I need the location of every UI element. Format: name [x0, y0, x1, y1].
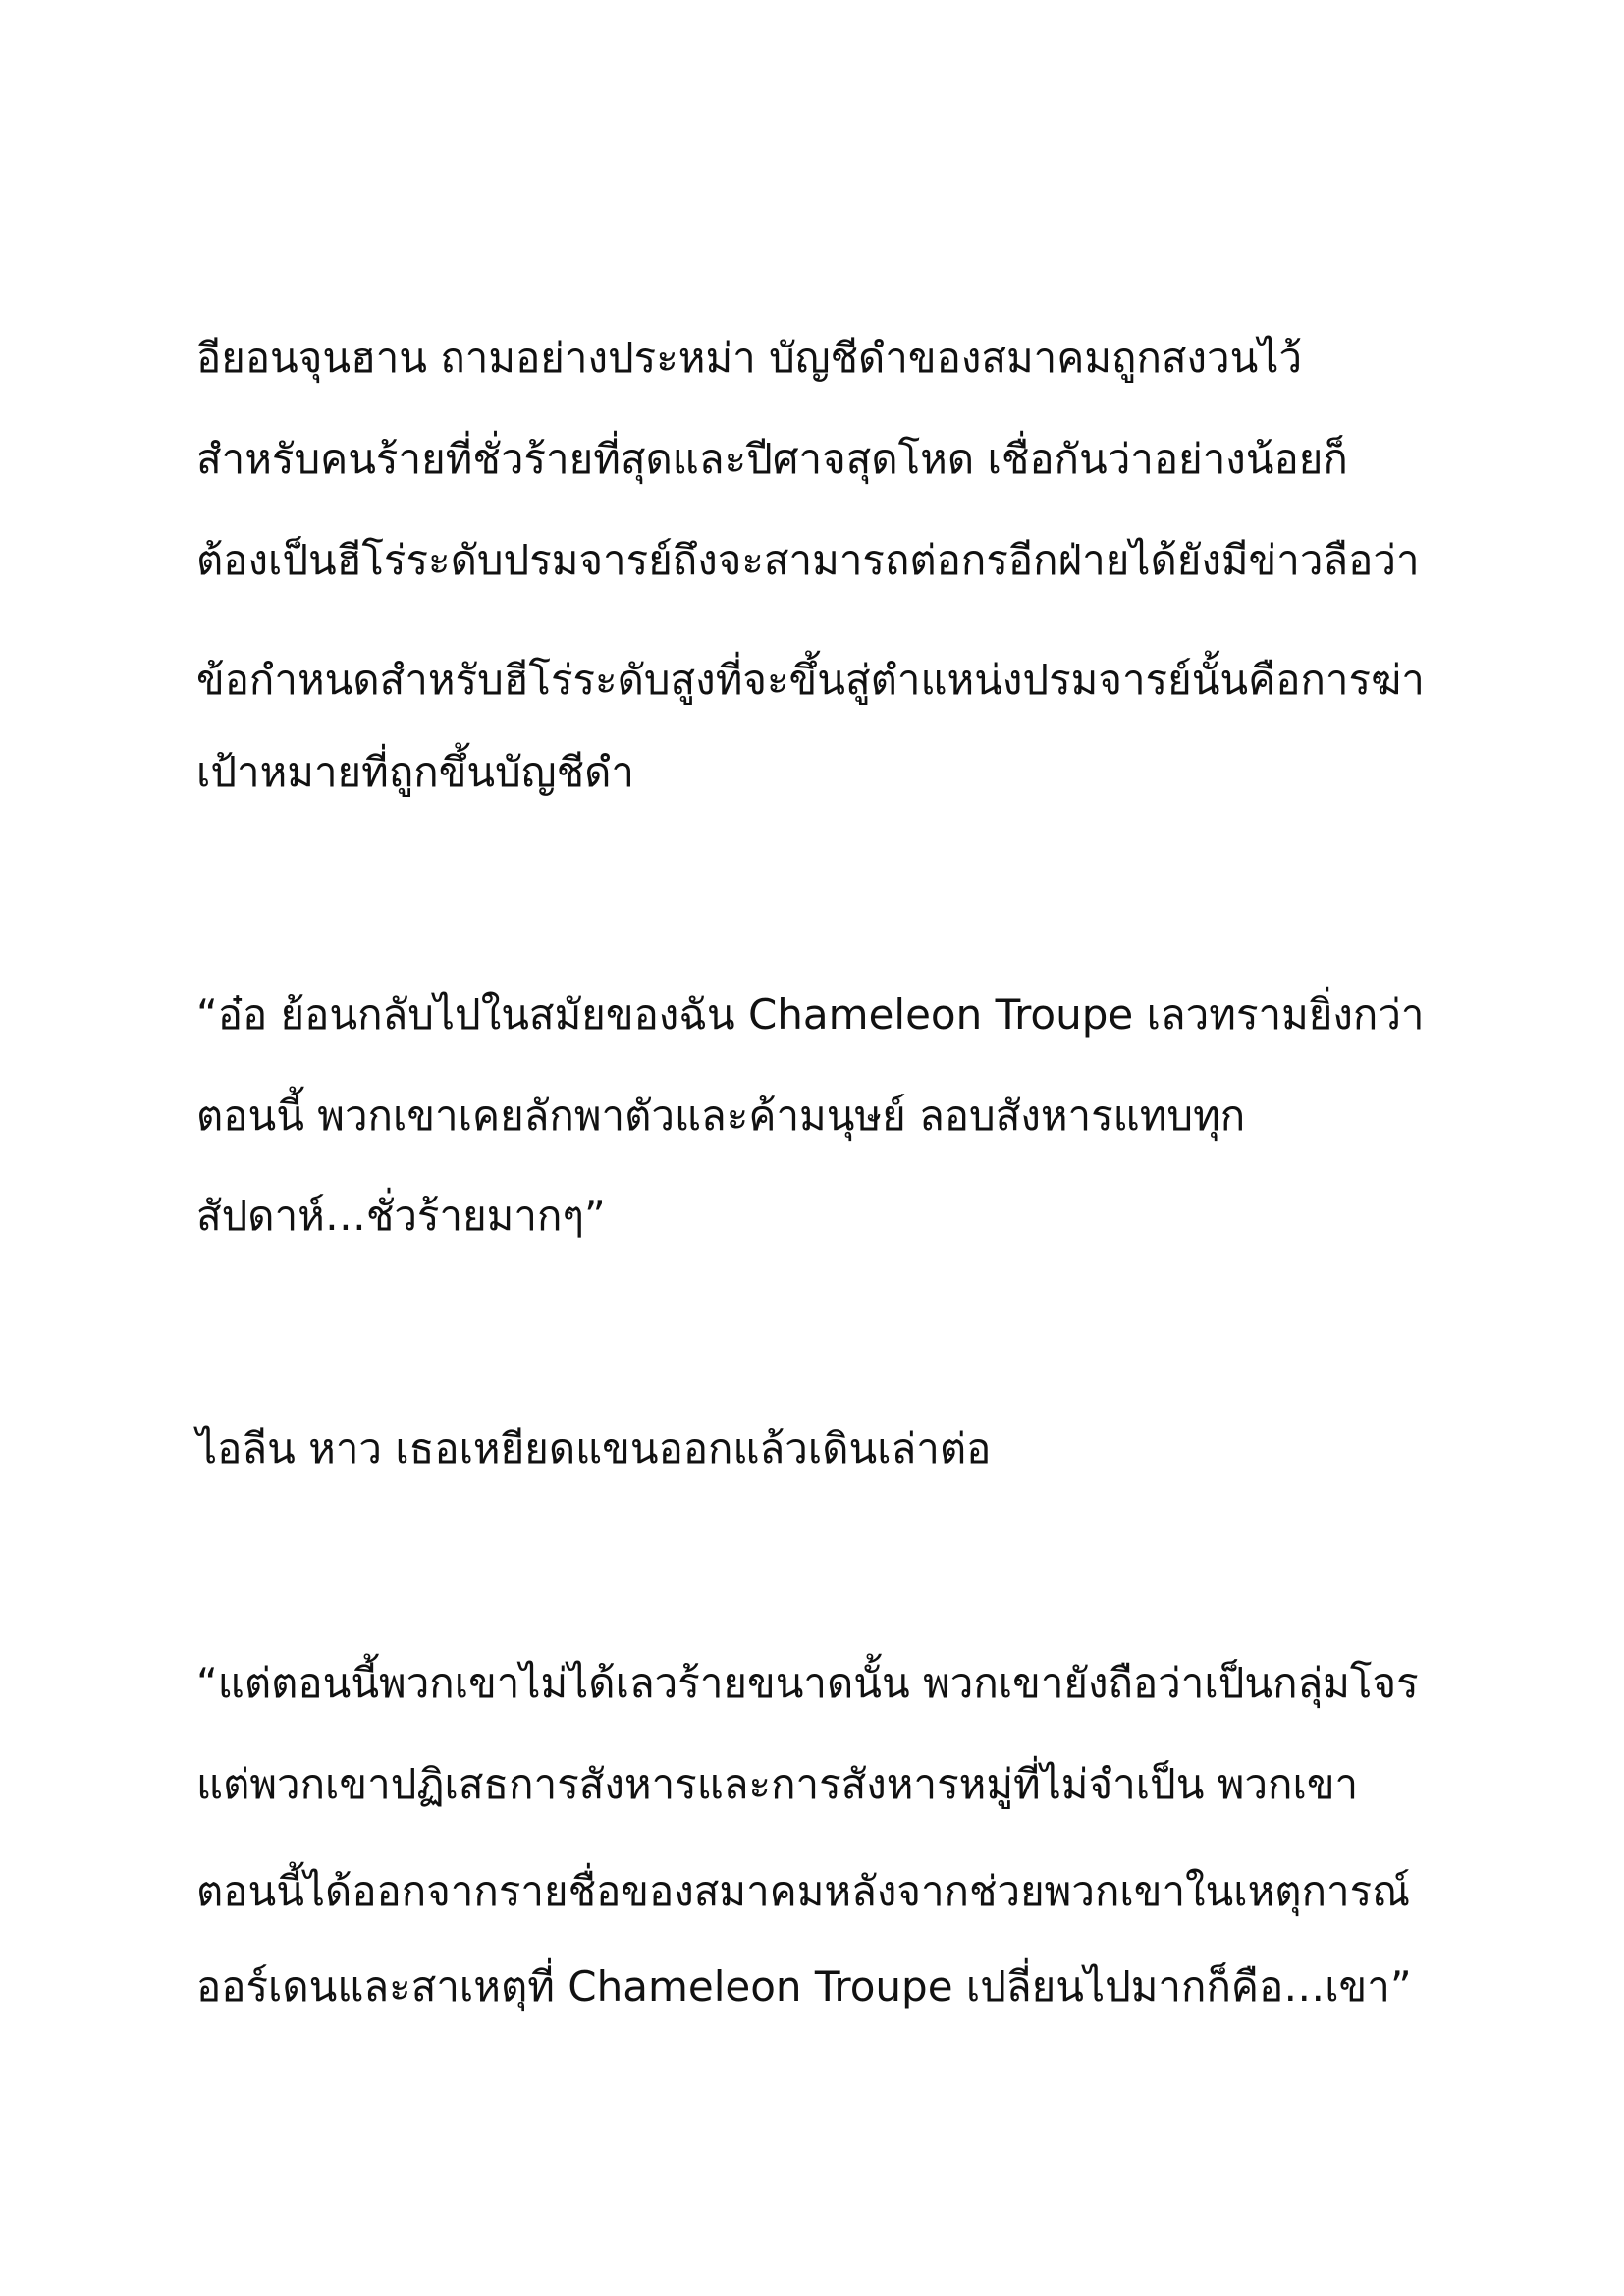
paragraph-2-line-3: สัปดาห์…ชั่วร้ายมากๆ”: [196, 1192, 606, 1240]
paragraph-3-line-1: ไอลีน หาว เธอเหยียดแขนออกแล้วเดินเล่าต่อ: [196, 1424, 992, 1472]
paragraph-4-line-1: “แต่ตอนนี้พวกเขาไม่ได้เลวร้ายขนาดนั้น พวกเขายังถือว่าเป็นกลุ่มโจร: [196, 1659, 1419, 1707]
paragraph-4-line-2: แต่พวกเขาปฏิเสธการสังหารและการสังหารหมู่ที่ไม่จำเป็น พวกเขา: [196, 1760, 1359, 1808]
paragraph-2-line-2: ตอนนี้ พวกเขาเคยลักพาตัวและค้ามนุษย์ ลอบสังหารแทบทุก: [196, 1092, 1246, 1140]
paragraph-2-line-1: “อ๋อ ย้อนกลับไปในสมัยของฉัน Chameleon Troupe เลวทรามยิ่งกว่า: [196, 990, 1425, 1039]
paragraph-4-line-4: ออร์เดนและสาเหตุที่ Chameleon Troupe เปลี่ยนไปมากก็คือ…เขา”: [196, 1962, 1412, 2010]
paragraph-1-line-2: สำหรับคนร้ายที่ชั่วร้ายที่สุดและปีศาจสุดโหด เชื่อกันว่าอย่างน้อยก็: [196, 435, 1348, 483]
paragraph-1-line-1: อียอนจุนฮาน ถามอย่างประหม่า บัญชีดำของสมาคมถูกสงวนไว้: [196, 334, 1303, 382]
paragraph-1-line-4: ข้อกำหนดสำหรับฮีโร่ระดับสูงที่จะขึ้นสู่ตำแหน่งปรมจารย์นั้นคือการฆ่า: [196, 656, 1425, 704]
paragraph-1-line-3: ต้องเป็นฮีโร่ระดับปรมจารย์ถึงจะสามารถต่อกรอีกฝ่ายได้ยังมีข่าวลือว่า: [196, 536, 1420, 584]
paragraph-1-line-5: เป้าหมายที่ถูกขึ้นบัญชีดำ: [196, 748, 634, 796]
paragraph-4-line-3: ตอนนี้ได้ออกจากรายชื่อของสมาคมหลังจากช่วยพวกเขาในเหตุการณ์: [196, 1867, 1411, 1915]
